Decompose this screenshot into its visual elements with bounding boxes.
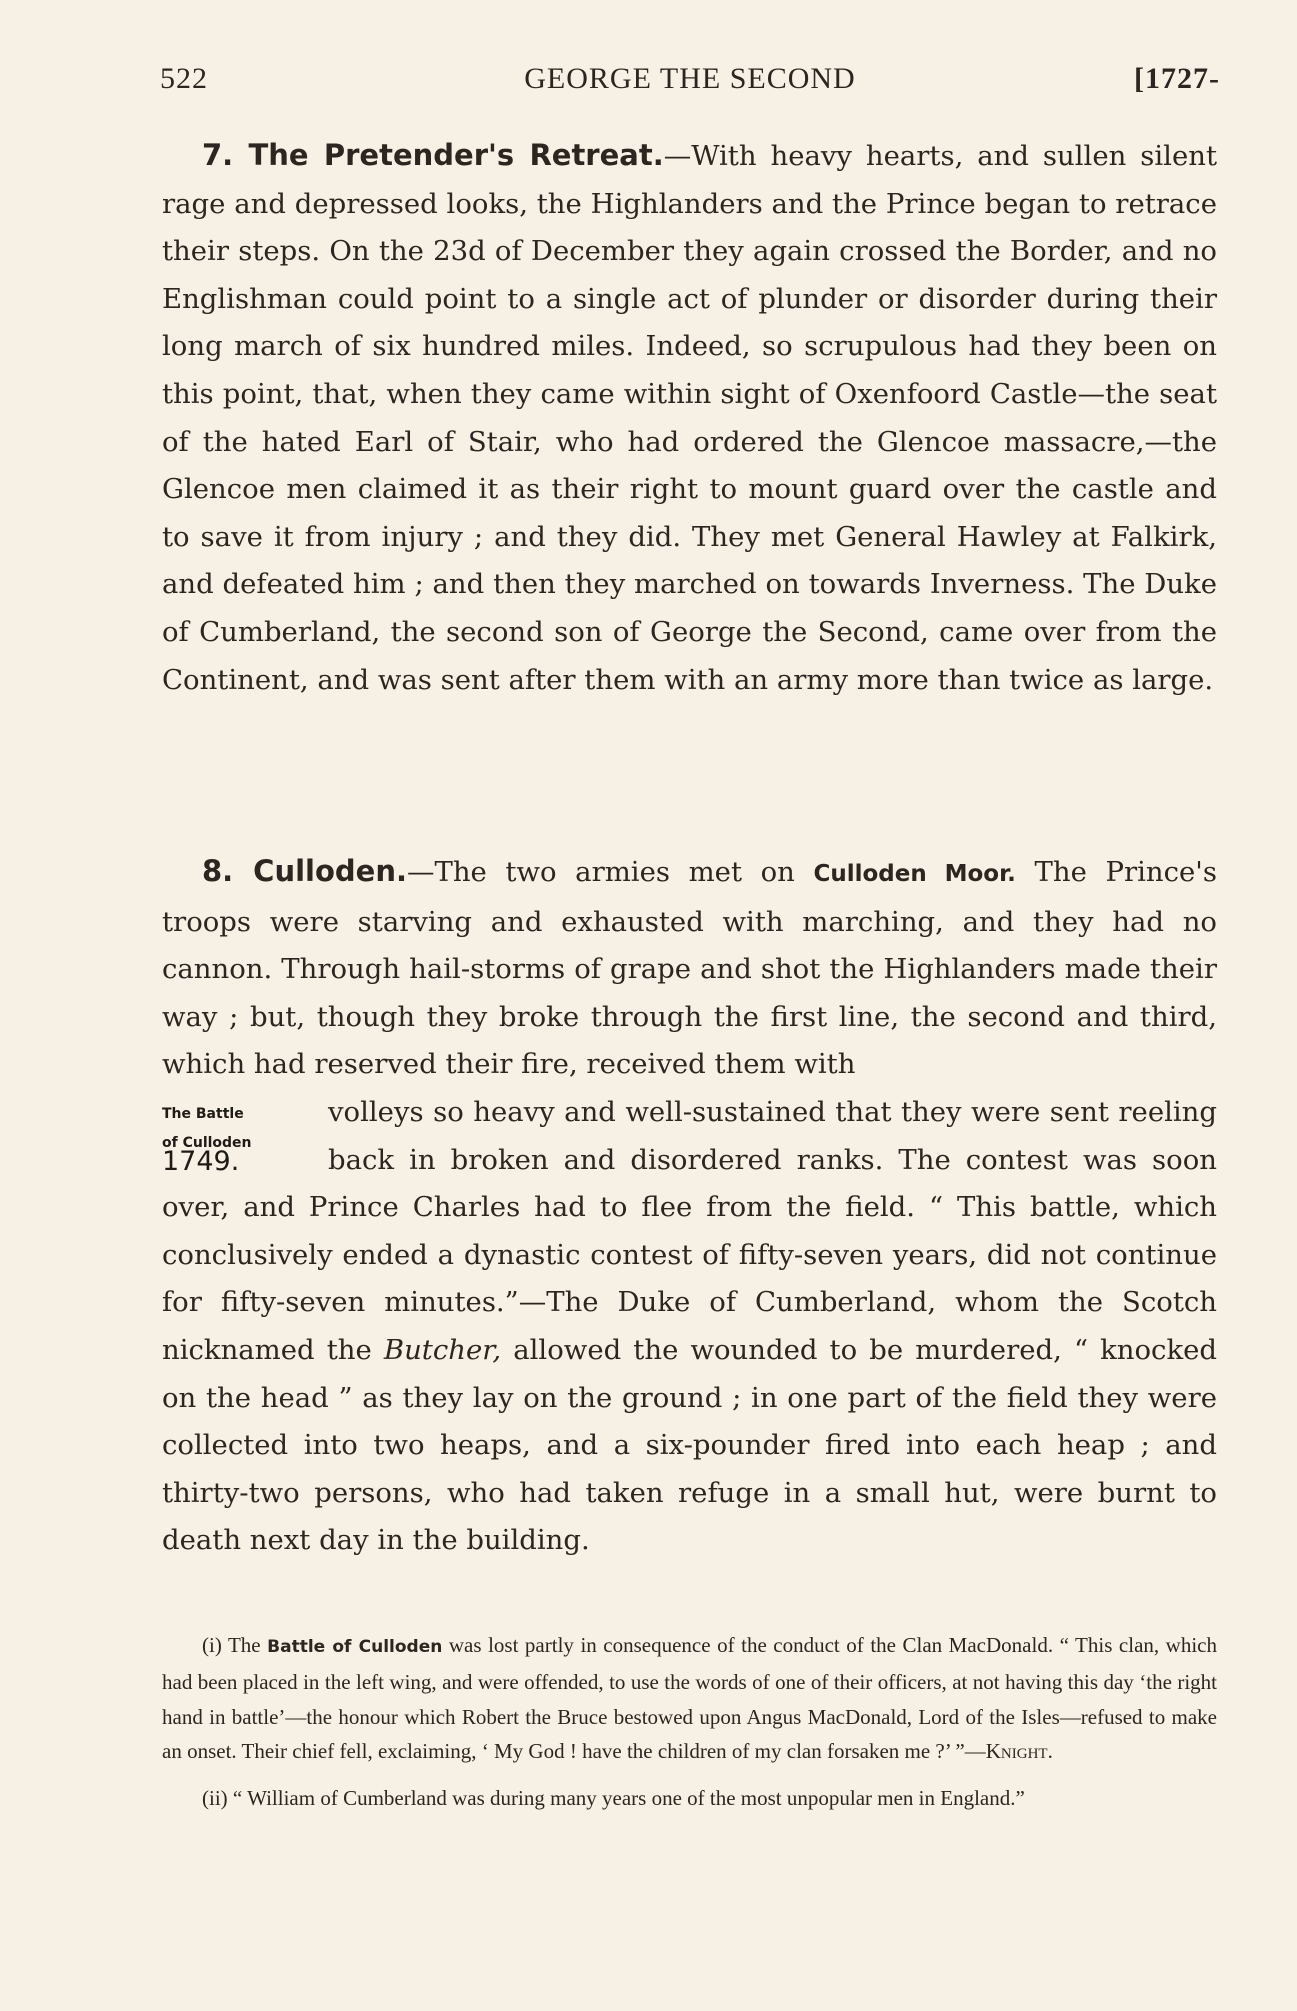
section-8-paragraph-a xyxy=(162,848,1217,1089)
section-8-heading: 8. Culloden. xyxy=(202,854,407,888)
section-8-body-c: allowed the wounded to be murdered, “ knocked on the head ” as they lay on the ground ; in one part of the field they were collected into two heaps, and a six-pounder fired into each heap ; and thirty-two persons, who had taken refuge in a small hut, were burnt to death next day in the building. xyxy=(162,1333,1217,1557)
year-range: [1727- xyxy=(1134,62,1220,95)
footnote-1-term: Battle of Culloden xyxy=(267,1637,443,1657)
margin-note-year: 1749. xyxy=(162,1145,240,1177)
section-7-body: —With heavy hearts, and sullen silent rage and depressed looks, the Highlanders and the Prince began to retrace their steps. On the 23d of December they again crossed the Border, and no Englishman could point to a single act of plunder or disorder during their long march of six hundred miles. Indeed, so scrupulous had they been on this point, that, when they came within sight of Oxenfoord Castle—the seat of the hated Earl of Stair, who had ordered the Glencoe massacre,—the Glencoe men claimed it as their right to mount guard over the castle and to save it from injury ; and they did. They met General Hawley at Falkirk, and defeated him ; and then they marched on towards Inverness. The Duke of Cumberland, the second son of George the Second, came over from the Continent, and was sent after them with an army more than twice as large. xyxy=(162,140,1218,696)
footnotes xyxy=(162,1628,1217,1828)
footnote-1-prefix: (i) The xyxy=(202,1633,268,1657)
margin-note-line2: of Culloden xyxy=(162,1134,252,1151)
margin-note-line1: The Battle xyxy=(162,1105,244,1122)
section-8-body-a: The Prince's troops were starving and exhausted with marching, and they had no cannon. Through hail-storms of grape and shot the Highlanders made their way ; but, though they broke through the first line, the second and third, which had reserved their fire, received them with xyxy=(162,856,1217,1081)
running-title: GEORGE THE SECOND xyxy=(524,62,856,95)
section-8-body-b: volleys so heavy and well-sustained that they were sent reeling back in broken and disordered ranks. The contest was soon over, and Prince Charles had to flee from the field. “ This battle, which conclusively ended a dynastic contest of fifty-seven years, did not continue for fifty-seven minutes.”—The Duke of Cumberland, whom the Scotch nicknamed the xyxy=(162,1095,1217,1366)
margin-note xyxy=(162,1095,312,1175)
footnote-1-body: was lost partly in consequence of the conduct of the Clan MacDonald. “ This clan, which had been placed in the left wing, and were offended, to use the words of one of their officers, at not having this day ‘the right hand in battle’—the honour which Robert the Bruce bestowed upon Angus MacDonald, Lord of the Isles—refused to make an onset. Their chief fell, exclaiming, ‘ My God ! have the children of my clan forsaken me ?’ ”— xyxy=(162,1633,1217,1764)
section-7 xyxy=(162,132,1217,704)
place-name: Culloden Moor. xyxy=(813,861,1016,887)
section-7-heading: 7. The Pretender's Retreat. xyxy=(202,138,664,172)
section-8-paragraph-b xyxy=(162,1089,1217,1565)
running-header xyxy=(160,62,1220,102)
footnote-1 xyxy=(162,1628,1217,1769)
section-8 xyxy=(162,848,1217,1565)
footnote-2: (ii) “ William of Cumberland was during many years one of the most unpopular men in England.” xyxy=(202,1786,1025,1811)
page-number: 522 xyxy=(160,62,208,95)
footnote-1-author: Knight. xyxy=(985,1739,1053,1764)
section-8-intro: —The two armies met on xyxy=(406,856,814,888)
nickname: Butcher, xyxy=(383,1333,502,1366)
section-7-paragraph xyxy=(162,132,1217,704)
